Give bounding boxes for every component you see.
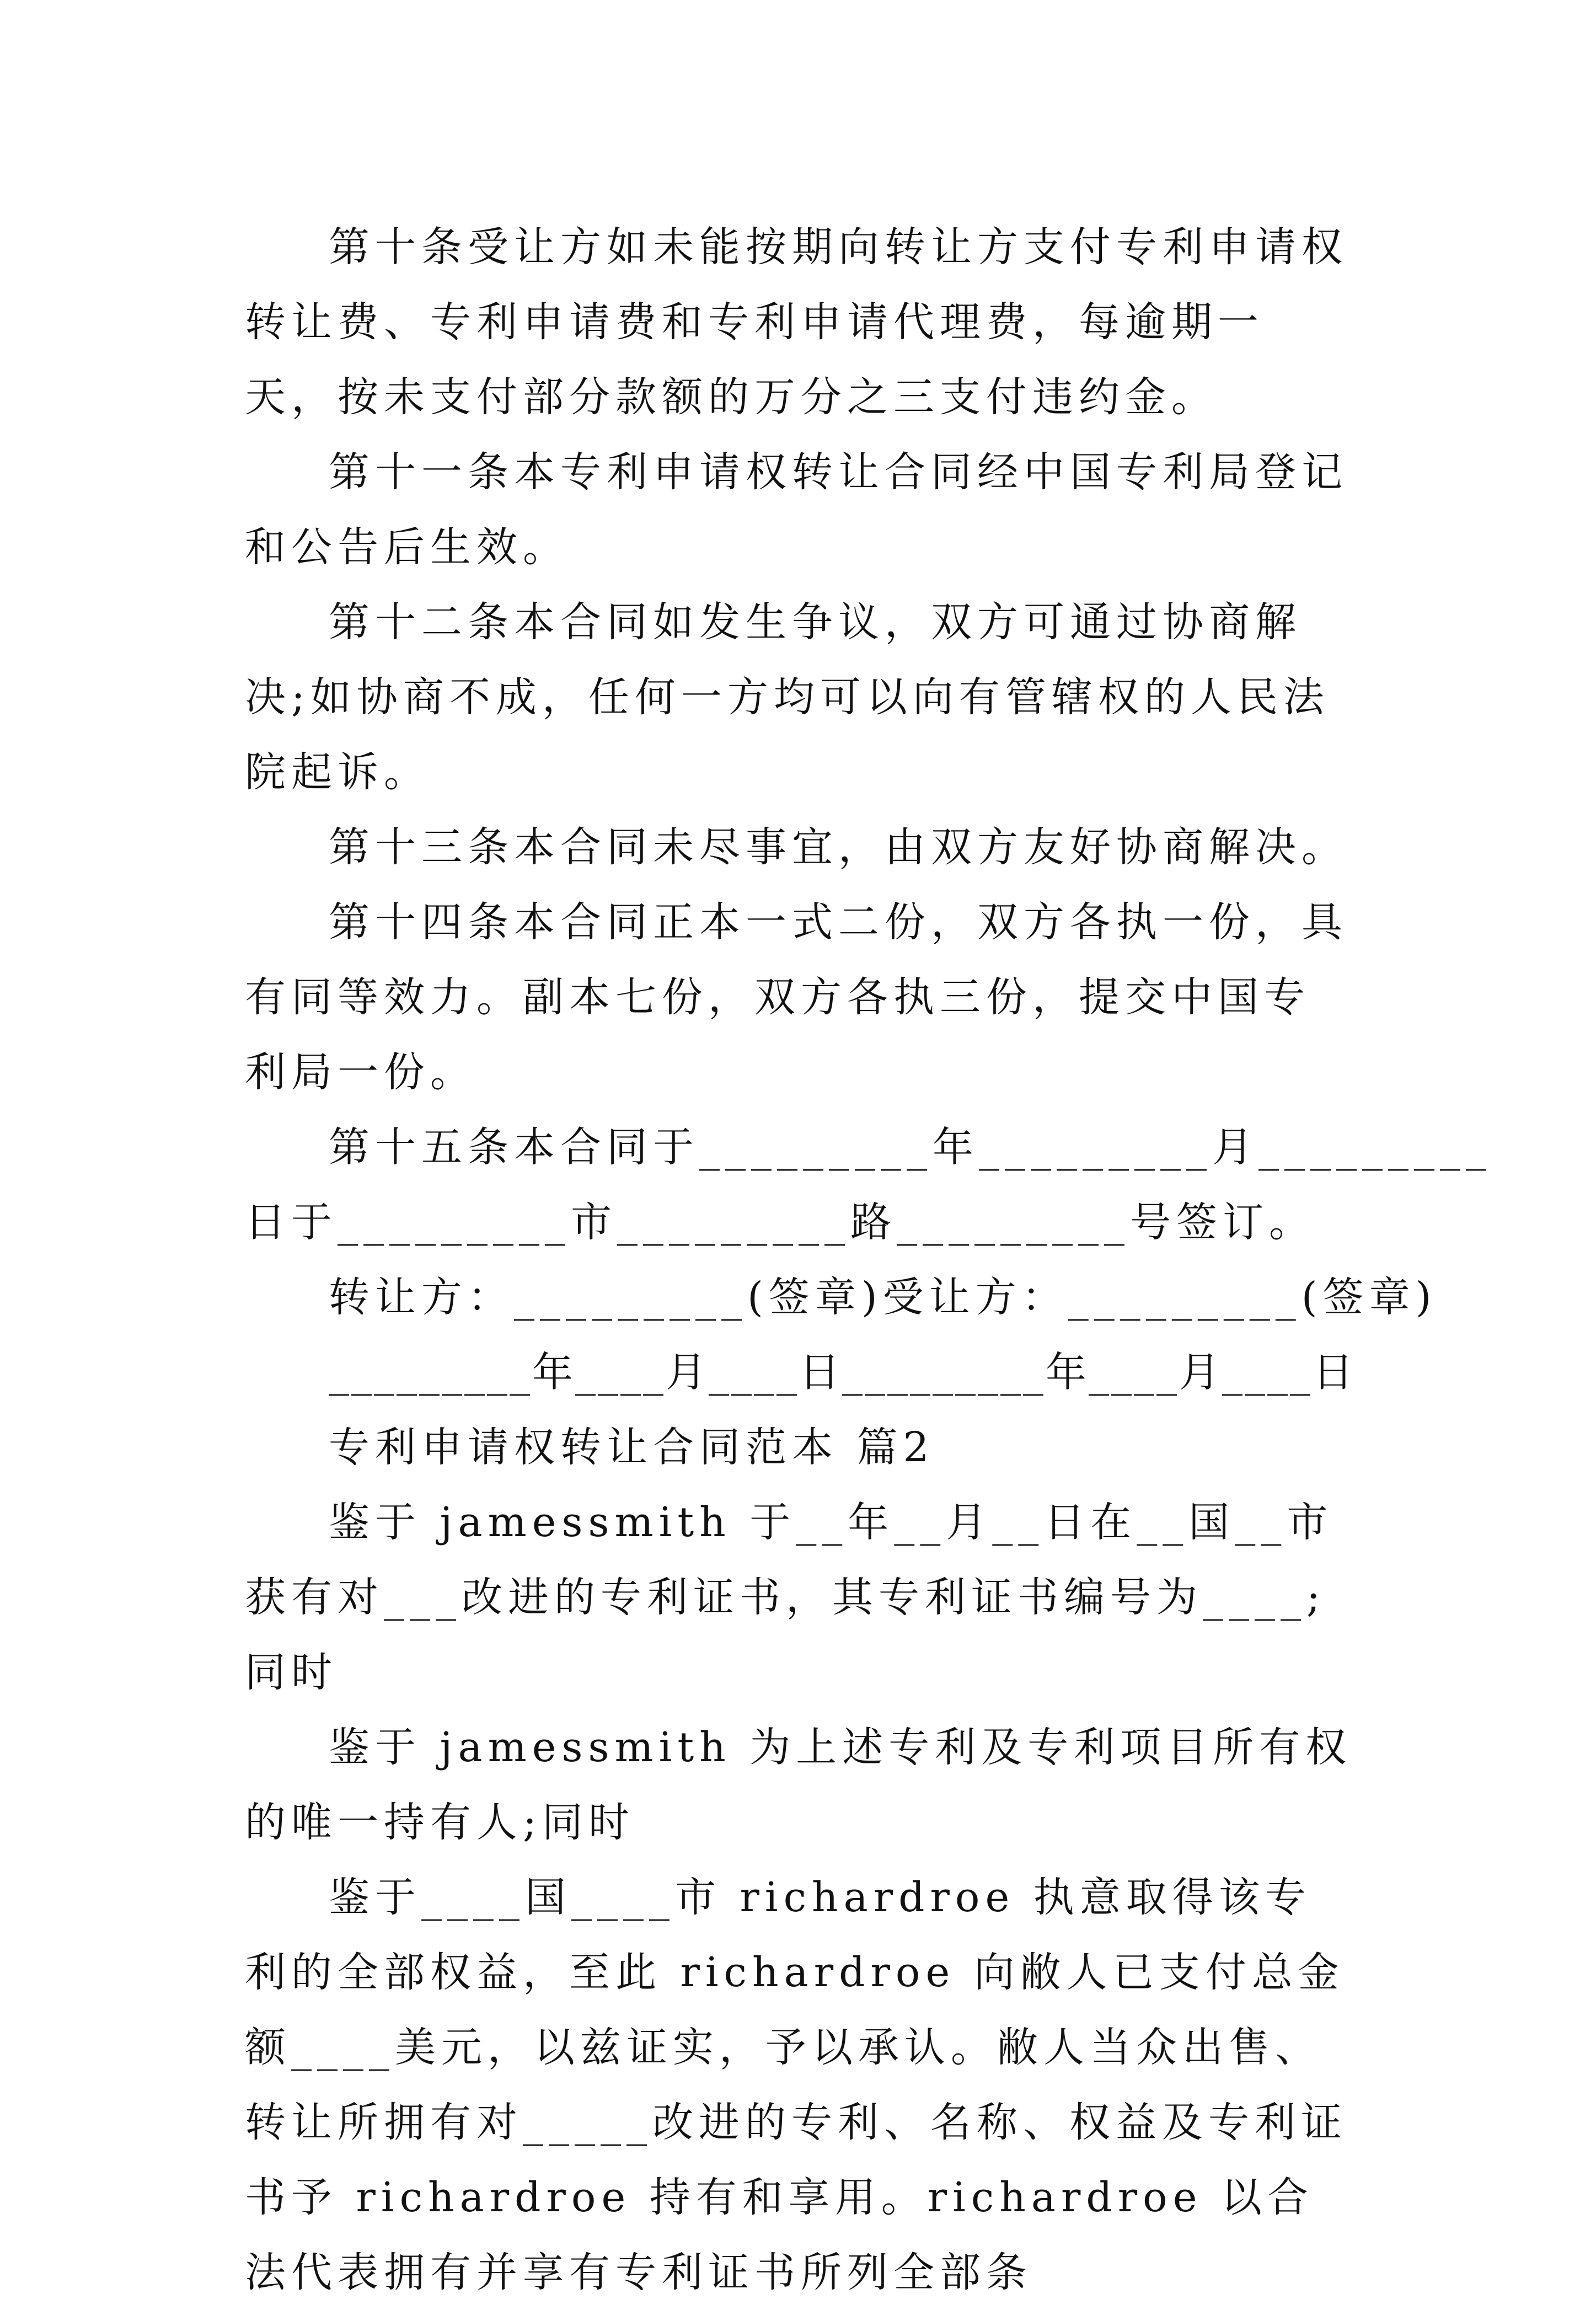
whereas-paragraph-2: 鉴于 jamessmith 为上述专利及专利项目所有权的唯一持有人;同时	[245, 1724, 1352, 1846]
article-15-line-2: 日于_________市_________路_________号签订。	[245, 1199, 1315, 1246]
whereas-paragraph-1: 鉴于 jamessmith 于__年__月__日在__国__市获有对___改进的专利证书，其专利证书编号为____;同时	[245, 1499, 1333, 1696]
section-title: 专利申请权转让合同范本 篇2	[329, 1424, 935, 1471]
article-15-line-1: 第十五条本合同于_________年_________月_________	[329, 1124, 1492, 1171]
article-10-paragraph: 第十条受让方如未能按期向转让方支付专利申请权转让费、专利申请费和专利申请代理费，每逾期一天，按未支付部分款额的万分之三支付违约金。	[245, 223, 1348, 421]
article-12-paragraph: 第十二条本合同如发生争议，双方可通过协商解决;如协商不成，任何一方均可以向有管辖权的人民法院起诉。	[245, 598, 1330, 796]
whereas-paragraph-3: 鉴于____国____市 richardroe 执意取得该专利的全部权益，至此 richardroe 向敝人已支付总金额____美元，以兹证实，予以承认。敝人当众出售、转让所拥有对_____改进的专利、名称、权益及专利证书予 richardroe 持有和享用。richardroe 以合法代表拥有并享有专利证书所列全部条	[245, 1874, 1347, 2296]
article-11-paragraph: 第十一条本专利申请权转让合同经中国专利局登记和公告后生效。	[245, 448, 1348, 571]
article-13-paragraph: 第十三条本合同未尽事宜，由双方友好协商解决。	[329, 824, 1348, 871]
signature-line: 转让方：_________(签章)受让方：_________(签章)	[329, 1274, 1437, 1321]
article-14-paragraph: 第十四条本合同正本一式二份，双方各执一份，具有同等效力。副本七份，双方各执三份，提交中国专利局一份。	[245, 899, 1348, 1096]
document-page	[245, 210, 1492, 2310]
signature-date-line: _________年____月____日_________年____月____日	[329, 1349, 1356, 1396]
